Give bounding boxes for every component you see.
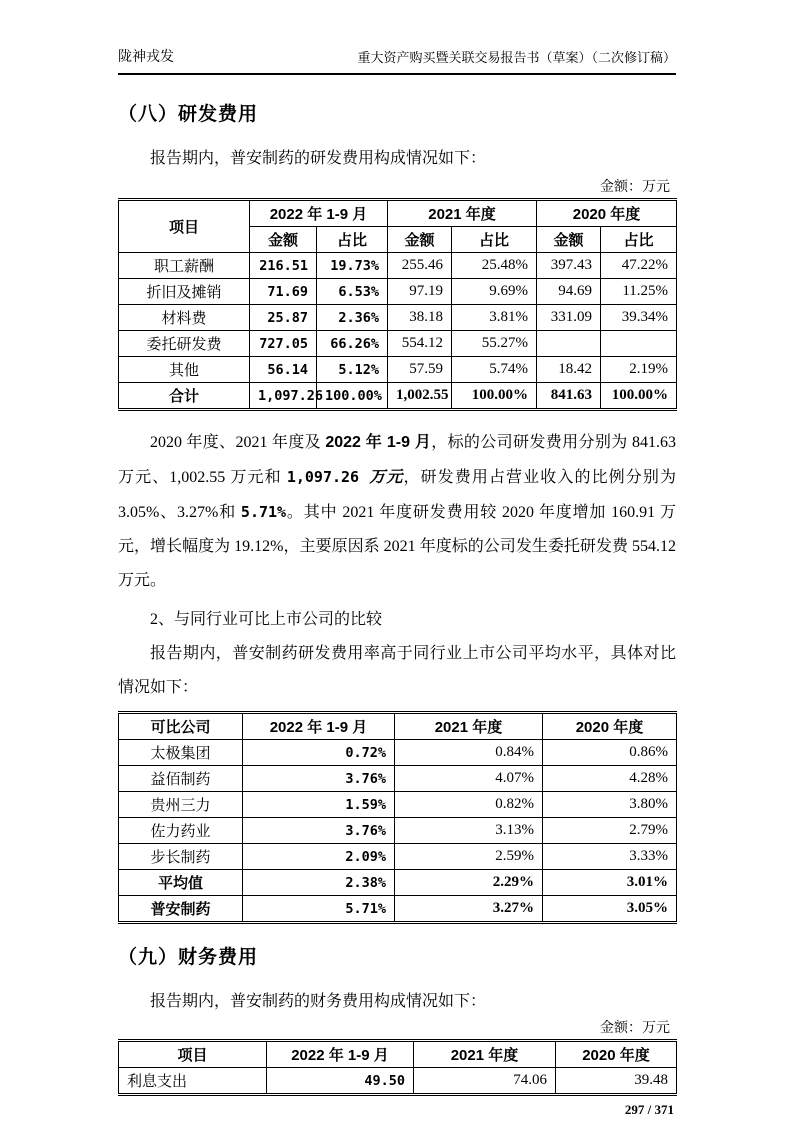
col-header-item: 项目: [119, 200, 250, 253]
header-company-name: 陇神戎发: [118, 50, 174, 65]
fin-intro-text: 报告期内，普安制药的财务费用构成情况如下：: [150, 993, 487, 1010]
cell-2022: 3.76%: [243, 818, 395, 844]
cell-2021: 3.27%: [395, 896, 543, 923]
table-total-row: [119, 383, 677, 410]
rnd-analysis-paragraph: [118, 426, 676, 598]
sub-header-pct-2022: 占比: [317, 227, 388, 253]
table-average-row: [119, 870, 677, 896]
cell-amount-2022: 1,097.26: [250, 383, 317, 410]
table-row: [119, 1068, 677, 1095]
para-text: 。其中 2021 年度研发费用较 2020 年度增加 160.91 万元，增长幅度为 19.12%，主要原因系 2021 年度标的公司发生委托研发费 554.12 万元。: [118, 504, 676, 589]
cell-pct-2020: 47.22%: [601, 253, 677, 279]
table-row: [119, 305, 677, 331]
para-text: 2020 年度、2021 年度及: [150, 434, 326, 451]
section-heading-rnd-expense: （八）研发费用: [118, 104, 259, 125]
cell-pct-2021: 5.74%: [452, 357, 537, 383]
cell-company: 益佰制药: [119, 766, 243, 792]
cell-amount-2022: 71.69: [250, 279, 317, 305]
cell-2021: 0.82%: [395, 792, 543, 818]
page-number: 297 / 371: [624, 1102, 674, 1117]
table-row: [119, 740, 677, 766]
cell-2021: 2.29%: [395, 870, 543, 896]
table-subject-row: [119, 896, 677, 923]
cell-pct-2022: 5.12%: [317, 357, 388, 383]
cell-pct-2020: 39.34%: [601, 305, 677, 331]
cell-amount-2021: 97.19: [388, 279, 452, 305]
cell-amount-2021: 1,002.55: [388, 383, 452, 410]
cell-2022: 3.76%: [243, 766, 395, 792]
cell-amount-2020: [537, 331, 601, 357]
cell-2022: 2.38%: [243, 870, 395, 896]
cell-amount-2021: 255.46: [388, 253, 452, 279]
col-header-2020: 2020 年度: [556, 1041, 677, 1068]
cell-amount-2020: 331.09: [537, 305, 601, 331]
cell-pct-2022: 100.00%: [317, 383, 388, 410]
cell-pct-2021: 100.00%: [452, 383, 537, 410]
cell-company: 贵州三力: [119, 792, 243, 818]
cell-2021: 3.13%: [395, 818, 543, 844]
cell-amount-2022: 727.05: [250, 331, 317, 357]
finance-expense-table: [118, 1039, 677, 1096]
row-label-total: 合计: [119, 383, 250, 410]
cell-pct-2020: 11.25%: [601, 279, 677, 305]
cell-2020: 4.28%: [543, 766, 677, 792]
row-label: 材料费: [119, 305, 250, 331]
cell-amount-2020: 841.63: [537, 383, 601, 410]
col-header-2021: 2021 年度: [414, 1041, 556, 1068]
table-row: [119, 253, 677, 279]
sub-header-amount-2020: 金额: [537, 227, 601, 253]
col-header-2021: 2021 年度: [388, 200, 537, 227]
cell-amount-2021: 57.59: [388, 357, 452, 383]
cell-amount-2020: 94.69: [537, 279, 601, 305]
cell-2020: 0.86%: [543, 740, 677, 766]
subsection-heading-compare: 2、与同行业可比上市公司的比较: [150, 611, 383, 628]
sub-header-amount-2022: 金额: [250, 227, 317, 253]
cell-2020: 3.33%: [543, 844, 677, 870]
cell-2021: 0.84%: [395, 740, 543, 766]
cell-2022: 0.72%: [243, 740, 395, 766]
table-row: [119, 844, 677, 870]
peer-comparison-table: [118, 711, 677, 924]
row-label-interest: 利息支出: [119, 1068, 267, 1095]
cell-pct-2022: 19.73%: [317, 253, 388, 279]
cell-2020: 39.48: [556, 1068, 677, 1095]
cell-2020: 3.05%: [543, 896, 677, 923]
col-header-2020: 2020 年度: [543, 713, 677, 740]
col-header-item: 项目: [119, 1041, 267, 1068]
cell-2022: 5.71%: [243, 896, 395, 923]
col-header-2022: 2022 年 1-9 月: [267, 1041, 414, 1068]
table-row: [119, 331, 677, 357]
cell-company: 太极集团: [119, 740, 243, 766]
cell-2020: 3.01%: [543, 870, 677, 896]
para-bold-unit: 万元: [369, 469, 404, 486]
rnd-composition-table: [118, 198, 677, 411]
table-row: [119, 357, 677, 383]
cell-amount-2022: 25.87: [250, 305, 317, 331]
sub-header-pct-2020: 占比: [601, 227, 677, 253]
cell-pct-2022: 2.36%: [317, 305, 388, 331]
cell-company: 佐力药业: [119, 818, 243, 844]
para-bold-pct: 5.71%: [240, 503, 287, 521]
row-label: 折旧及摊销: [119, 279, 250, 305]
cell-company-average: 平均值: [119, 870, 243, 896]
cell-pct-2021: 3.81%: [452, 305, 537, 331]
cell-pct-2021: 25.48%: [452, 253, 537, 279]
cell-pct-2020: [601, 331, 677, 357]
para-text: ，研发费用占营业收入的比例分别为 3.05%、3.27%和: [118, 469, 676, 521]
rnd-intro-text: 报告期内，普安制药的研发费用构成情况如下：: [150, 150, 487, 167]
cell-pct-2022: 66.26%: [317, 331, 388, 357]
rnd-unit-label: 金额：万元: [600, 180, 670, 195]
cell-pct-2020: 2.19%: [601, 357, 677, 383]
cell-2021: 2.59%: [395, 844, 543, 870]
header-document-title: 重大资产购买暨关联交易报告书（草案）（二次修订稿）: [357, 50, 676, 65]
cell-2022: 49.50: [267, 1068, 414, 1095]
table-row: [119, 766, 677, 792]
cell-2021: 4.07%: [395, 766, 543, 792]
col-header-2021: 2021 年度: [395, 713, 543, 740]
cell-2020: 3.80%: [543, 792, 677, 818]
para-text: ，标的公司研发费用分别为 841.63 万元、1,002.55 万元和: [118, 434, 676, 486]
cell-amount-2020: 397.43: [537, 253, 601, 279]
cell-2021: 74.06: [414, 1068, 556, 1095]
section-heading-finance-expense: （九）财务费用: [118, 947, 259, 968]
para-bold-period: 2022 年 1-9 月: [325, 434, 432, 451]
cell-amount-2022: 216.51: [250, 253, 317, 279]
fin-unit-label: 金额：万元: [600, 1021, 670, 1036]
cell-amount-2021: 38.18: [388, 305, 452, 331]
row-label: 其他: [119, 357, 250, 383]
table-row: [119, 792, 677, 818]
cell-pct-2021: 9.69%: [452, 279, 537, 305]
cell-amount-2022: 56.14: [250, 357, 317, 383]
col-header-2020: 2020 年度: [537, 200, 677, 227]
col-header-company: 可比公司: [119, 713, 243, 740]
cell-2022: 1.59%: [243, 792, 395, 818]
row-label: 委托研发费: [119, 331, 250, 357]
sub-header-pct-2021: 占比: [452, 227, 537, 253]
cell-amount-2021: 554.12: [388, 331, 452, 357]
cell-pct-2022: 6.53%: [317, 279, 388, 305]
table-row: [119, 279, 677, 305]
page-header: [118, 46, 676, 75]
para-bold-amount: 1,097.26: [286, 468, 370, 486]
cell-pct-2020: 100.00%: [601, 383, 677, 410]
table-header-row: [119, 713, 677, 740]
cell-amount-2020: 18.42: [537, 357, 601, 383]
table-group-header-row: [119, 200, 677, 227]
sub-header-amount-2021: 金额: [388, 227, 452, 253]
cell-company-subject: 普安制药: [119, 896, 243, 923]
cell-pct-2021: 55.27%: [452, 331, 537, 357]
cell-2022: 2.09%: [243, 844, 395, 870]
compare-intro-text: 报告期内，普安制药研发费用率高于同行业上市公司平均水平，具体对比情况如下：: [118, 645, 676, 696]
cell-company: 步长制药: [119, 844, 243, 870]
table-row: [119, 818, 677, 844]
col-header-2022: 2022 年 1-9 月: [243, 713, 395, 740]
cell-2020: 2.79%: [543, 818, 677, 844]
row-label: 职工薪酬: [119, 253, 250, 279]
col-header-2022: 2022 年 1-9 月: [250, 200, 388, 227]
table-header-row: [119, 1041, 677, 1068]
